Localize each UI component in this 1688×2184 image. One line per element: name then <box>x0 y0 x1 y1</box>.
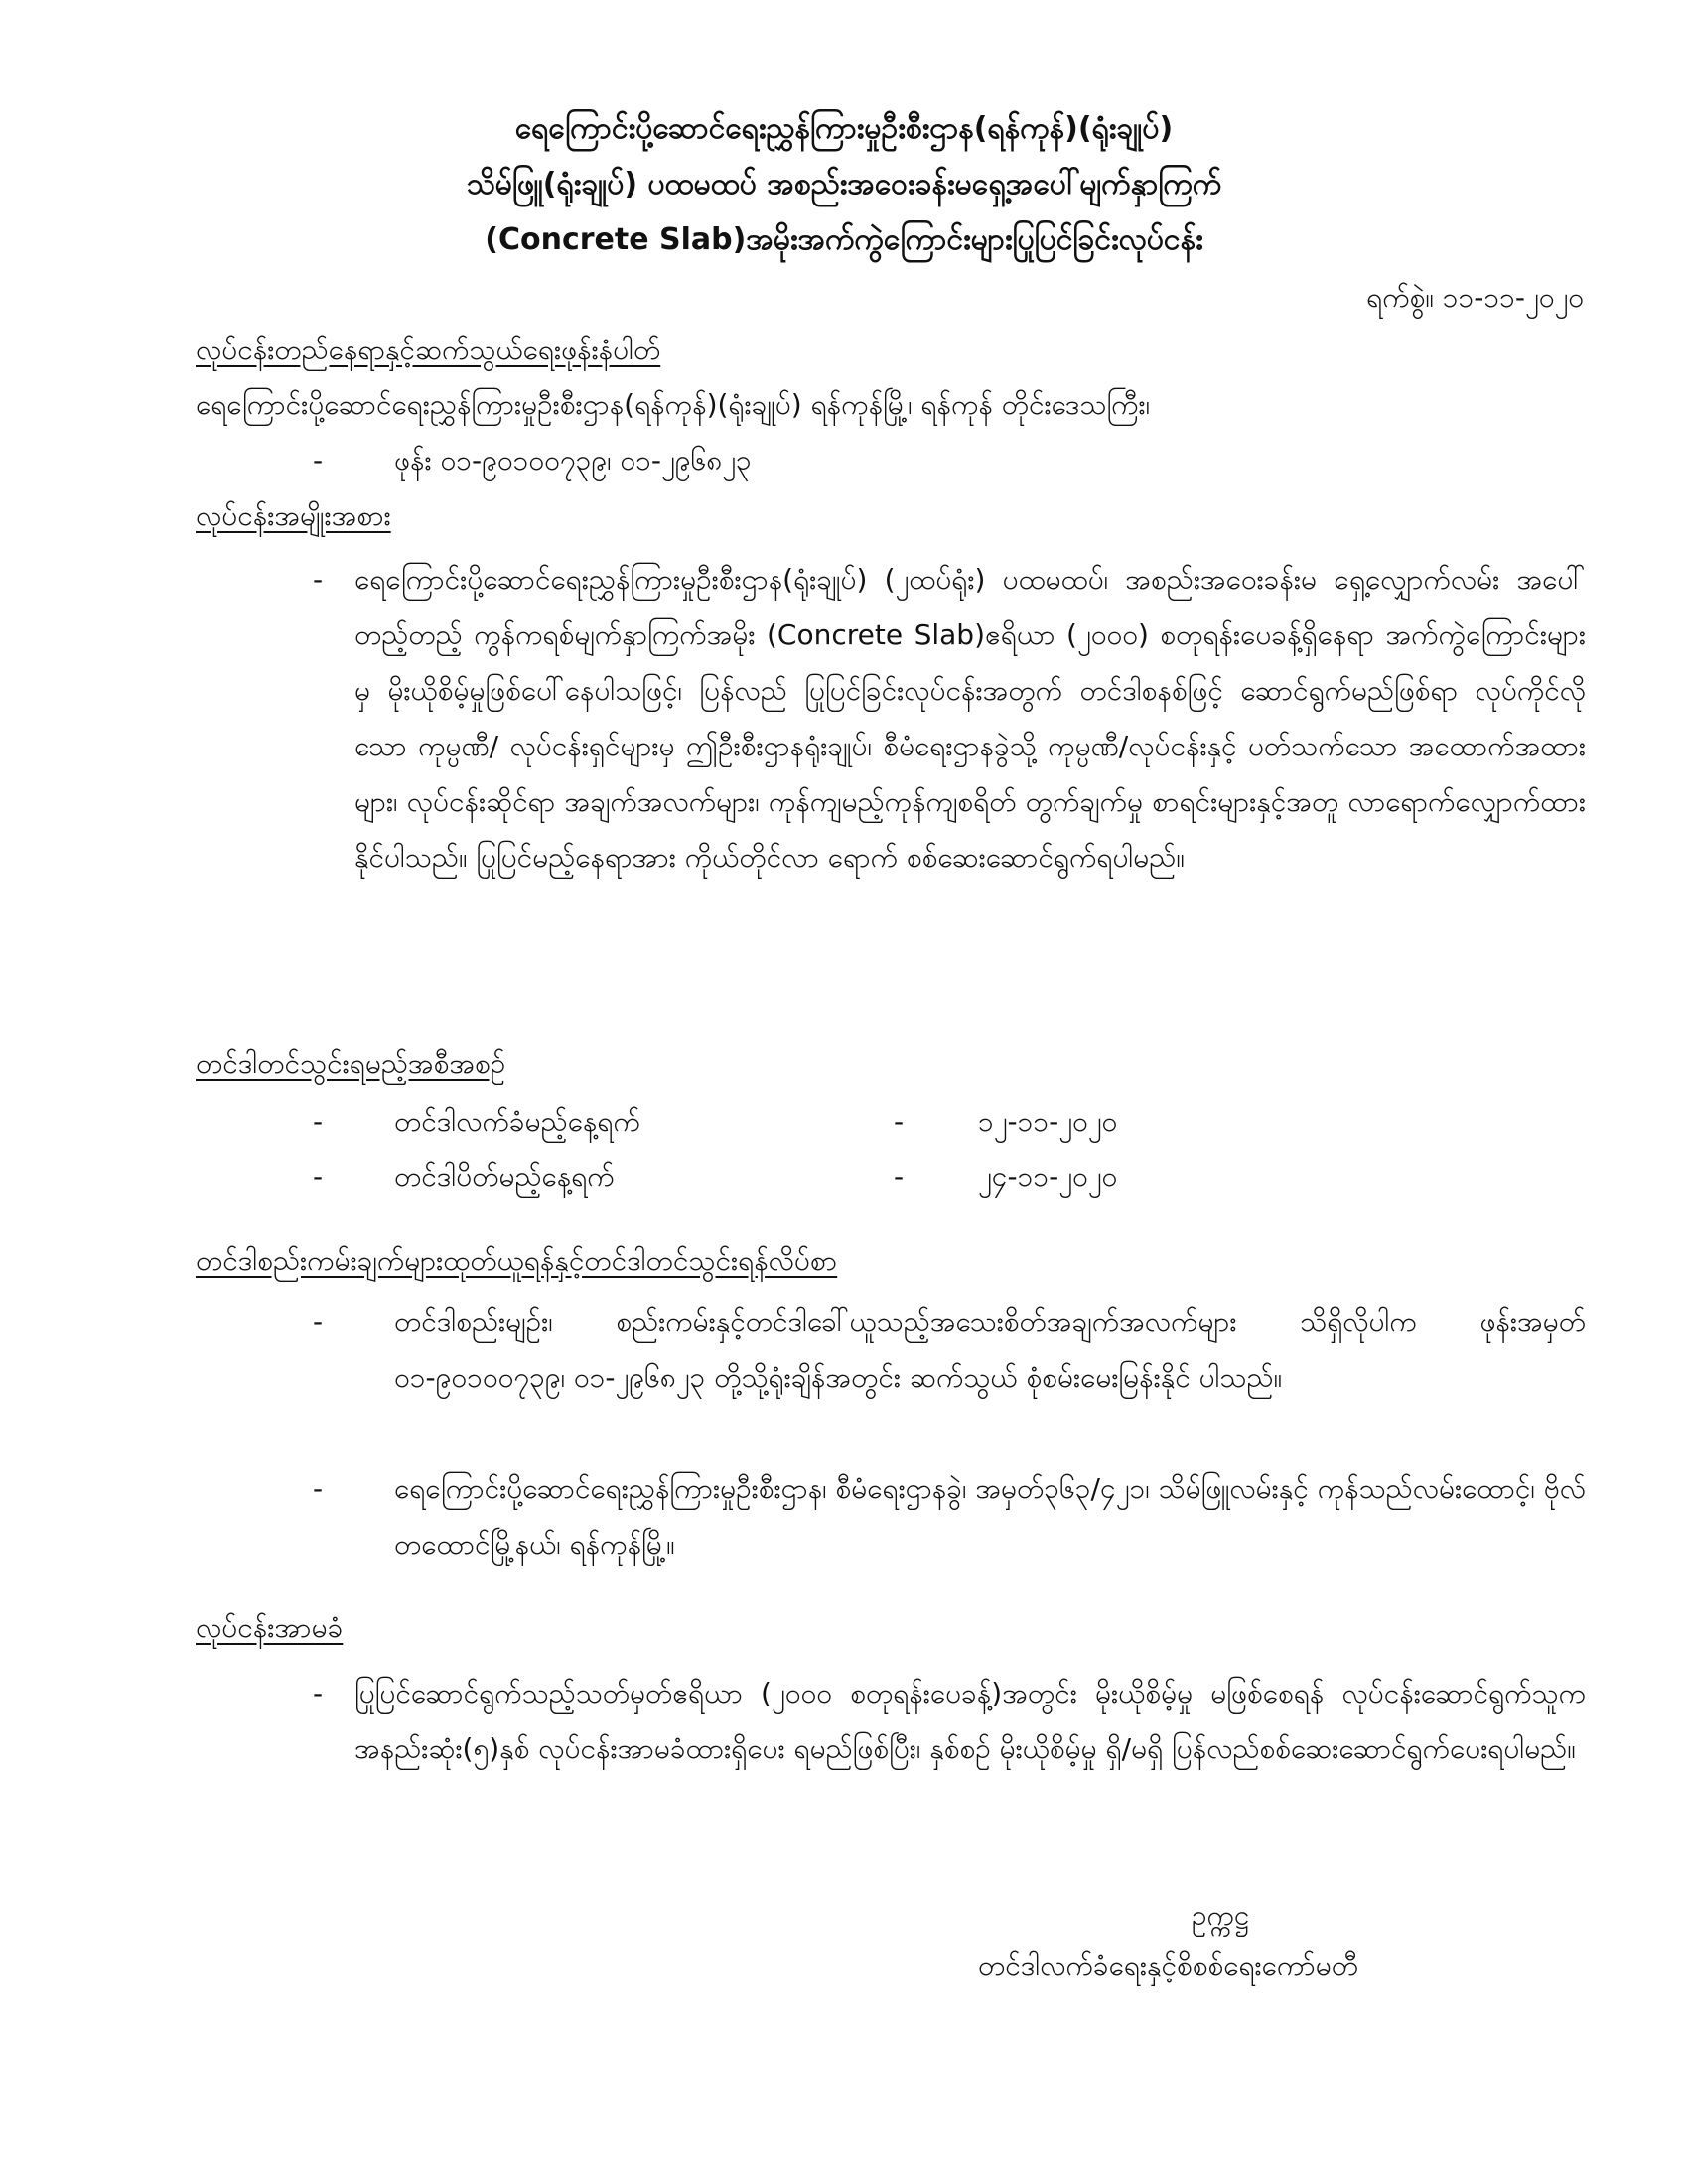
rules-item-dash: - <box>313 1472 324 1505</box>
rules-heading: တင်ဒါစည်းကမ်းချက်များထုတ်ယူရန်နှင့်တင်ဒါတင်သွင်းရန်လိပ်စာ <box>196 1244 838 1277</box>
signature-role: ဥက္ကဋ္ဌ <box>1192 1899 1250 1932</box>
contact-heading: လုပ်ငန်းတည်နေရာနှင့်ဆက်သွယ်ရေးဖုန်းနံပါတ် <box>196 334 661 366</box>
schedule-item-dash: - <box>313 1105 324 1138</box>
schedule-open-date: ၁၂-၁၁-၂၀၂၀ <box>978 1105 1118 1138</box>
warranty-heading: လုပ်ငန်းအာမခံ <box>196 1611 344 1644</box>
contact-phone-dash: - <box>313 444 324 477</box>
signature-committee: တင်ဒါလက်ခံရေးနှင့်စိစစ်ရေးကော်မတီ <box>978 1949 1359 1981</box>
title-line-3: (Concrete Slab)အမိုးအက်ကွဲကြောင်းများပြုပြင်ခြင်းလုပ်ငန်း <box>485 222 1203 257</box>
title-line-2: သိမ်ဖြူ(ရုံးချုပ်) ပထမထပ် အစည်းအဝေးခန်းမရှေ့အပေါ်မျက်နှာကြက် <box>466 167 1222 202</box>
rules-item-address: ရေကြောင်းပို့ဆောင်ရေးညွှန်ကြားမှုဦးစီးဌာန၊ စီမံရေးဌာနခွဲ၊ အမှတ်၃၆၃/၄၂၁၊ သိမ်ဖြူလမ်းနှင့် ကုန်သည်လမ်းထောင့်၊ ဗိုလ်တထောင်မြို့နယ်၊ ရန်ကုန်မြို့။ <box>394 1472 1586 1561</box>
contact-address: ရေကြောင်းပို့ဆောင်ရေးညွှန်ကြားမှုဦးစီးဌာန(ရန်ကုန်)(ရုံးချုပ်) ရန်ကုန်မြို့၊ ရန်ကုန် တိုင်းဒေသကြီး၊ <box>196 388 1151 421</box>
warranty-dash: - <box>313 1677 324 1709</box>
schedule-separator: - <box>894 1160 905 1193</box>
contact-phone: ဖုန်း ၀၁-၉၀၁၀၀၇၃၉၊ ၀၁-၂၉၆၈၂၃ <box>394 444 752 477</box>
schedule-heading: တင်ဒါတင်သွင်းရမည့်အစီအစဉ် <box>196 1047 506 1080</box>
work-type-paragraph: ရေကြောင်းပို့ဆောင်ရေးညွှန်ကြားမှုဦးစီးဌာန(ရုံးချုပ်) (၂ထပ်ရုံး) ပထမထပ်၊ အစည်းအဝေးခန်းမ ရှေ့လျှောက်လမ်း အပေါ်တည့်တည့် ကွန်ကရစ်မျက်နှာကြက်အမိုး (Concrete Slab)ဧရိယာ (၂၀၀၀) စတုရန်းပေခန့်ရှိနေရာ အက်ကွဲကြောင်းများမှ မိုးယိုစိမ့်မှုဖြစ်ပေါ်နေပါသဖြင့်၊ ပြန်လည် ပြုပြင်ခြင်းလုပ်ငန်းအတွက် တင်ဒါစနစ်ဖြင့် ဆောင်ရွက်မည်ဖြစ်ရာ လုပ်ကိုင်လိုသော ကုမ္ပဏီ/ လုပ်ငန်းရှင်များမှ ဤဦးစီးဌာနရုံးချုပ်၊ စီမံရေးဌာနခွဲသို့ ကုမ္ပဏီ/လုပ်ငန်းနှင့် ပတ်သက်သော အထောက်အထားများ၊ လုပ်ငန်းဆိုင်ရာ အချက်အလက်များ၊ ကုန်ကျမည့်ကုန်ကျစရိတ် တွက်ချက်မှု စာရင်းများနှင့်အတူ လာရောက်လျှောက်ထားနိုင်ပါသည်။ ပြုပြင်မည့်နေရာအား ကိုယ်တိုင်လာ ရောက် စစ်ဆေးဆောင်ရွက်ရပါမည်။ <box>354 563 1586 874</box>
work-type-dash: - <box>313 563 324 596</box>
schedule-close-date: ၂၄-၁၁-၂၀၂၀ <box>978 1160 1118 1193</box>
rules-item-inquiry: တင်ဒါစည်းမျဉ်း၊ စည်းကမ်းနှင့်တင်ဒါခေါ်ယူသည့်အသေးစိတ်အချက်အလက်များ သိရှိလိုပါက ဖုန်းအမှတ် ၀၁-၉၀၁၀၀၇၃၉၊ ၀၁-၂၉၆၈၂၃ တို့သို့ရုံးချိန်အတွင်း ဆက်သွယ် စုံစမ်းမေးမြန်းနိုင် ပါသည်။ <box>394 1305 1586 1394</box>
schedule-item-dash: - <box>313 1160 324 1193</box>
schedule-separator: - <box>894 1105 905 1138</box>
schedule-close-label: တင်ဒါပိတ်မည့်နေ့ရက် <box>394 1160 615 1193</box>
notice-date: ရက်စွဲ။ ၁၁-၁၁-၂၀၂၀ <box>1366 281 1584 314</box>
schedule-open-label: တင်ဒါလက်ခံမည့်နေ့ရက် <box>394 1105 640 1138</box>
rules-item-dash: - <box>313 1305 324 1338</box>
title-line-1: ရေကြောင်းပို့ဆောင်ရေးညွှန်ကြားမှုဦးစီးဌာန(ရန်ကုန်)(ရုံးချုပ်) <box>514 111 1174 146</box>
warranty-paragraph: ပြုပြင်ဆောင်ရွက်သည့်သတ်မှတ်ဧရိယာ (၂၀၀၀ စတုရန်းပေခန့်)အတွင်း မိုးယိုစိမ့်မှု မဖြစ်စေရန် လုပ်ငန်းဆောင်ရွက်သူက အနည်းဆုံး(၅)နှစ် လုပ်ငန်းအာမခံထားရှိပေး ရမည်ဖြစ်ပြီး၊ နှစ်စဉ် မိုးယိုစိမ့်မှု ရှိ/မရှိ ပြန်လည်စစ်ဆေးဆောင်ရွက်ပေးရပါမည်။ <box>354 1677 1586 1765</box>
work-type-heading: လုပ်ငန်းအမျိုးအစား <box>196 499 391 532</box>
